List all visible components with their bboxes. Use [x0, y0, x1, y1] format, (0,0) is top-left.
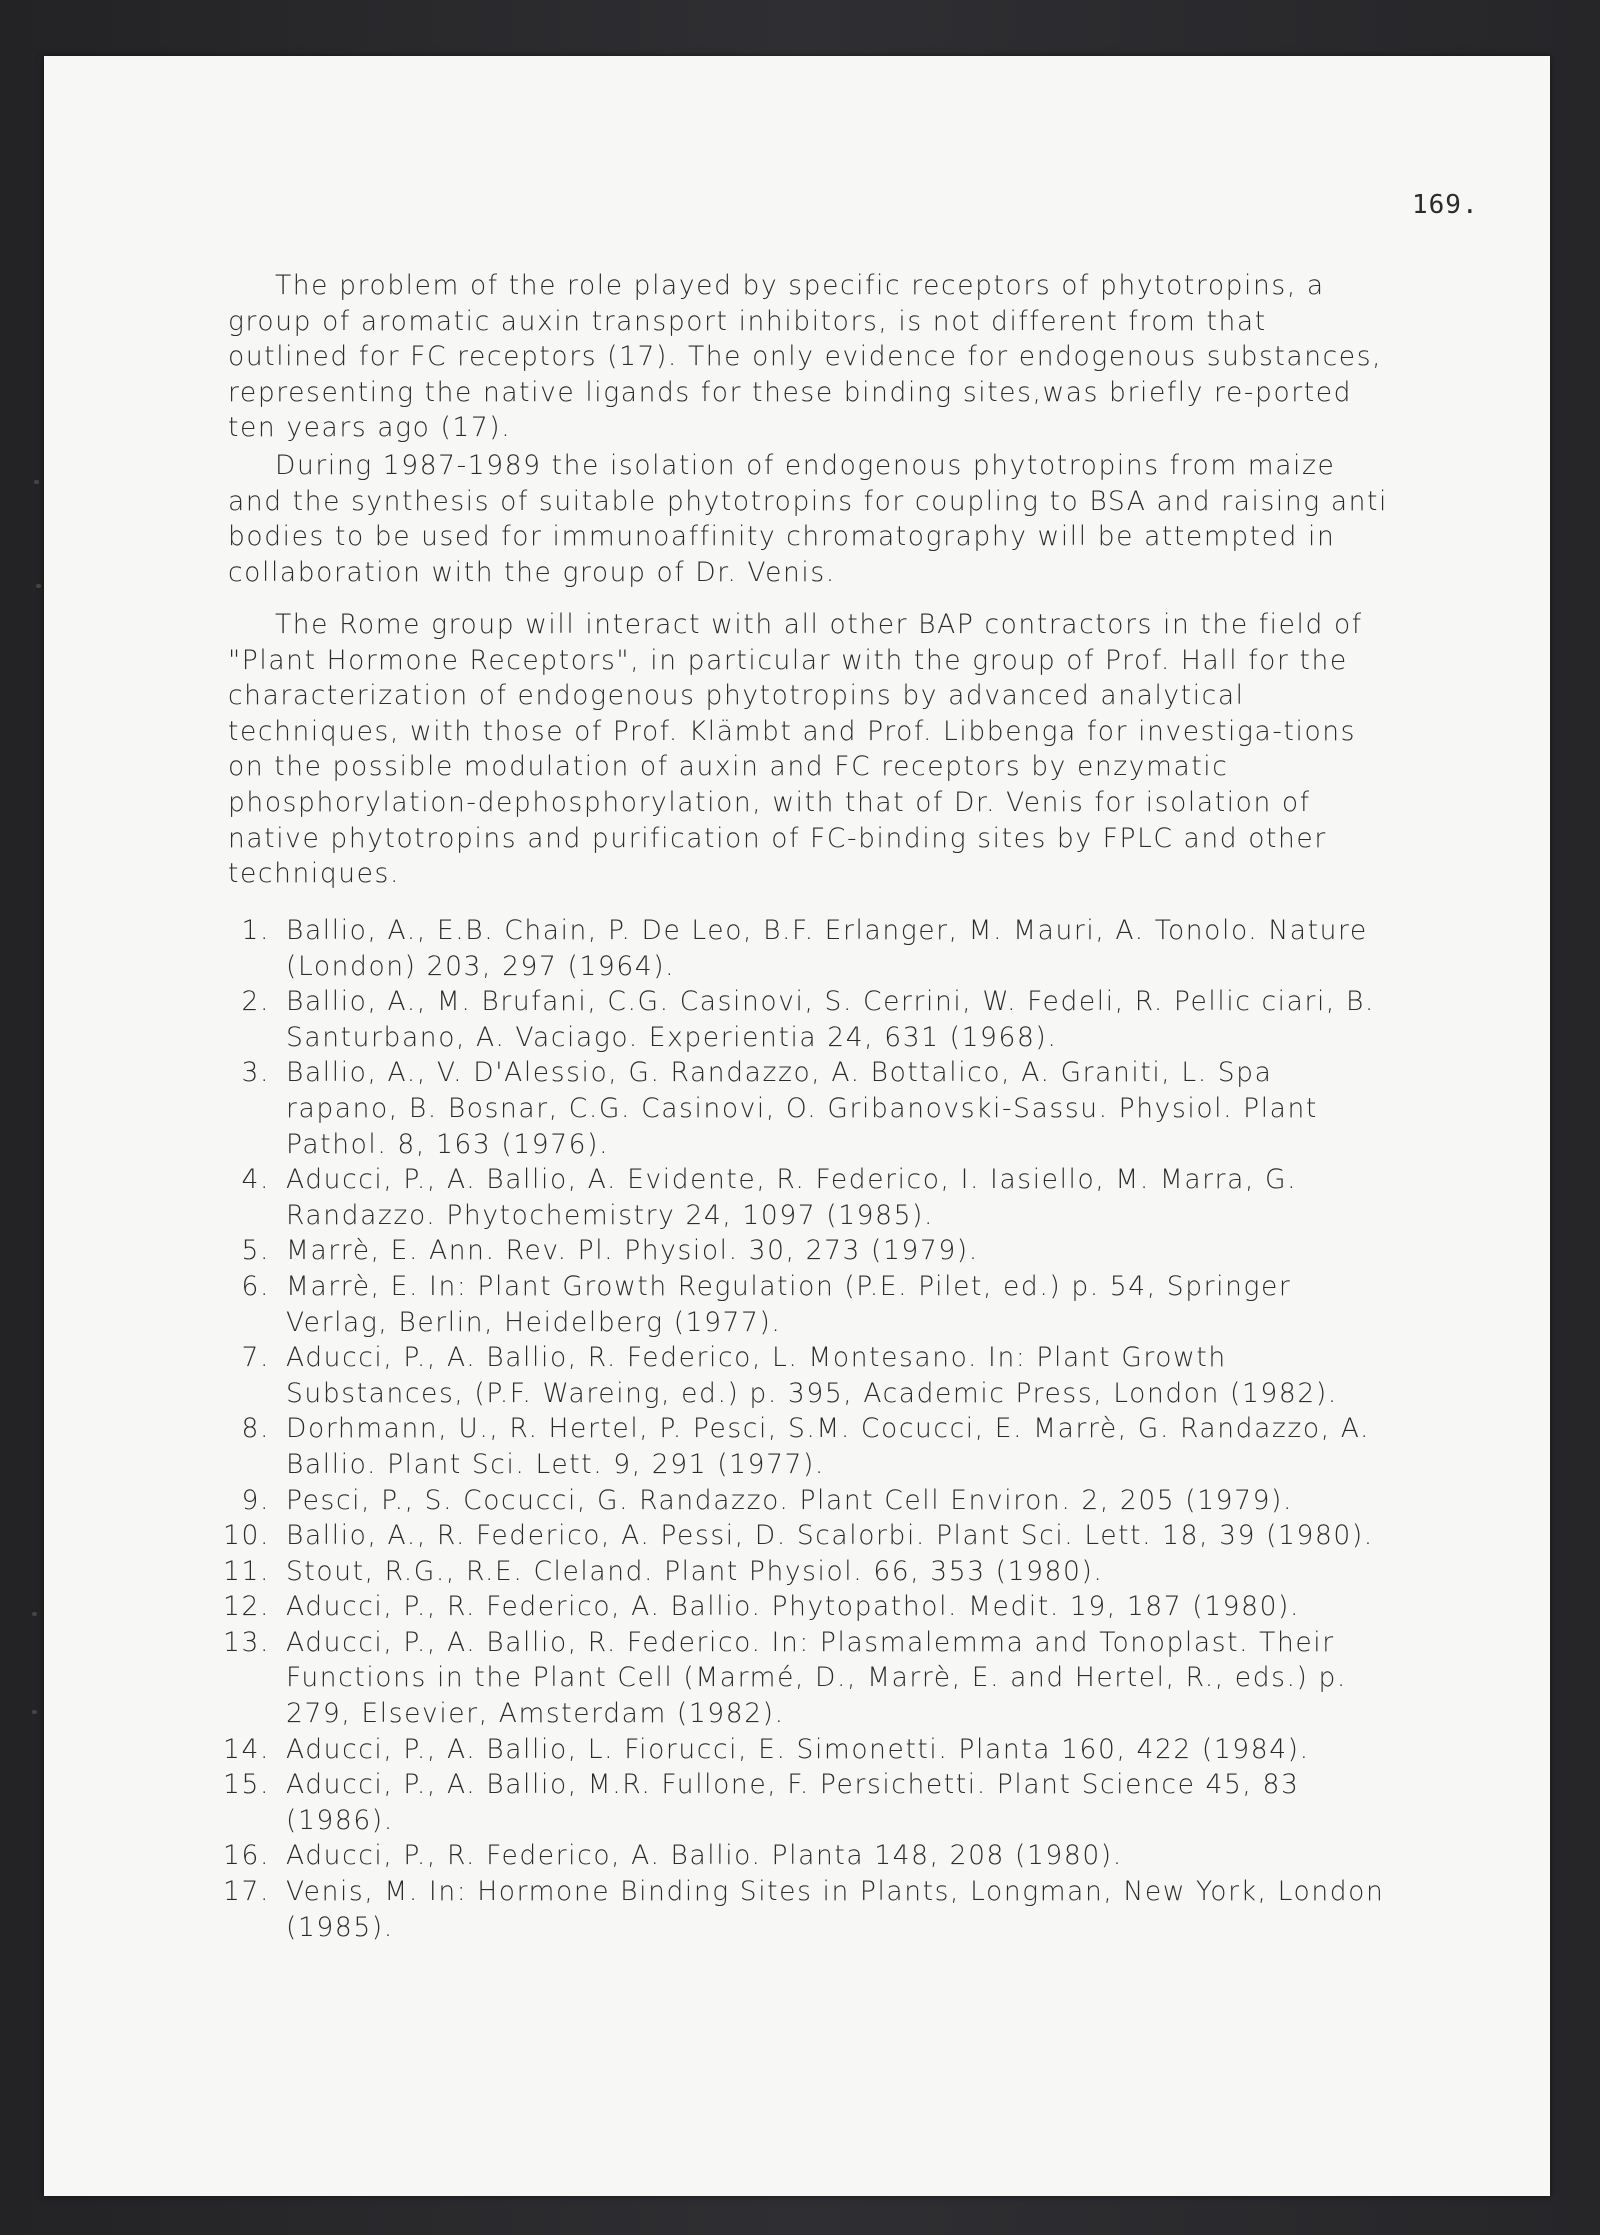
reference-item: [220, 1589, 1390, 1625]
reference-item: [220, 1055, 1390, 1162]
reference-number: 3.: [241, 1057, 270, 1089]
reference-number: 13.: [223, 1626, 270, 1658]
reference-number: 12.: [223, 1591, 270, 1623]
reference-item: [220, 913, 1390, 984]
reference-number: 15.: [223, 1769, 270, 1801]
page-number: 169.: [1412, 190, 1479, 220]
reference-item: [220, 1233, 1390, 1269]
paragraph-isolation-plan: [228, 448, 1388, 590]
reference-number: 10.: [223, 1520, 270, 1552]
paragraph-text: The problem of the role played by specific receptors of phytotropins, a group of aromatic auxin transport inhibitors, is not different from that outlined for FC receptors (17). The only evidence for endogenous substances, representing the native ligands for these binding sites,was briefly re-ported ten years ago (17).: [228, 270, 1383, 444]
reference-number: 16.: [223, 1840, 270, 1872]
reference-number: 17.: [223, 1876, 270, 1908]
reference-number: 6.: [241, 1270, 270, 1302]
reference-number: 1.: [241, 915, 270, 946]
reference-text: Aducci, P., A. Ballio, R. Federico, L. Montesano. In: Plant Growth Substances, (P.F. Wareing, ed.) p. 395, Academic Press, London (1982).: [286, 1342, 1338, 1409]
reference-number: 11.: [223, 1555, 270, 1587]
reference-number: 7.: [241, 1342, 270, 1374]
reference-item: [220, 1874, 1390, 1945]
margin-mark: [36, 584, 41, 588]
paragraph-rome-group: [228, 607, 1388, 892]
reference-text: Aducci, P., R. Federico, A. Ballio. Phytopathol. Medit. 19, 187 (1980).: [286, 1591, 1300, 1623]
reference-text: Marrè, E. Ann. Rev. Pl. Physiol. 30, 273 (1979).: [286, 1235, 979, 1267]
reference-text: Ballio, A., V. D'Alessio, G. Randazzo, A. Bottalico, A. Graniti, L. Spa rapano, B. Bosnar, C.G. Casinovi, O. Gribanovski-Sassu. Physiol. Plant Pathol. 8, 163 (1976).: [286, 1057, 1318, 1160]
reference-text: Venis, M. In: Hormone Binding Sites in Plants, Longman, New York, London (1985).: [286, 1876, 1385, 1943]
reference-text: Stout, R.G., R.E. Cleland. Plant Physiol. 66, 353 (1980).: [286, 1555, 1104, 1587]
margin-mark: [34, 480, 39, 484]
reference-number: 4.: [241, 1164, 270, 1196]
reference-item: [220, 1483, 1390, 1519]
reference-text: Ballio, A., M. Brufani, C.G. Casinovi, S. Cerrini, W. Fedeli, R. Pellic ciari, B. Santurbano, A. Vaciago. Experientia 24, 631 (1968).: [286, 986, 1375, 1053]
reference-item: [220, 1625, 1390, 1732]
reference-item: [220, 1269, 1390, 1340]
reference-number: 5.: [241, 1235, 270, 1267]
reference-text: Ballio, A., E.B. Chain, P. De Leo, B.F. Erlanger, M. Mauri, A. Tonolo. Nature (London) 203, 297 (1964).: [286, 915, 1368, 982]
paragraph-phytotropin-receptors: [228, 268, 1388, 446]
reference-item: [220, 1411, 1390, 1482]
reference-item: [220, 984, 1390, 1055]
reference-item: [220, 1340, 1390, 1411]
reference-text: Ballio, A., R. Federico, A. Pessi, D. Scalorbi. Plant Sci. Lett. 18, 39 (1980).: [286, 1520, 1374, 1552]
margin-mark: [32, 1710, 37, 1714]
reference-item: [220, 1838, 1390, 1874]
reference-text: Pesci, P., S. Cocucci, G. Randazzo. Plant Cell Environ. 2, 205 (1979).: [286, 1484, 1294, 1516]
reference-text: Aducci, P., A. Ballio, M.R. Fullone, F. Persichetti. Plant Science 45, 83 (1986).: [286, 1769, 1300, 1836]
reference-item: [220, 1162, 1390, 1233]
reference-item: [220, 1518, 1390, 1554]
reference-text: Aducci, P., A. Ballio, L. Fiorucci, E. Simonetti. Planta 160, 422 (1984).: [286, 1733, 1310, 1765]
reference-number: 8.: [241, 1413, 270, 1445]
reference-text: Dorhmann, U., R. Hertel, P. Pesci, S.M. Cocucci, E. Marrè, G. Randazzo, A. Ballio. Plant Sci. Lett. 9, 291 (1977).: [286, 1413, 1371, 1480]
reference-item: [220, 1732, 1390, 1768]
paragraph-text: During 1987-1989 the isolation of endogenous phytotropins from maize and the synthesis of suitable phytotropins for coupling to BSA and raising anti bodies to be used for immunoaffinity chromatography will be attempted in collaboration with the group of Dr. Venis.: [228, 450, 1389, 588]
paragraph-text: The Rome group will interact with all other BAP contractors in the field of "Plant Hormone Receptors", in particular with the group of Prof. Hall for the characterization of endogenous phytotropins by advanced analytical techniques, with those of Prof. Klämbt and Prof. Libbenga for investiga-tions on the possible modulation of auxin and FC receptors by enzymatic phosphorylation-dephosphorylation, with that of Dr. Venis for isolation of native phytotropins and purification of FC-binding sites by FPLC and other techniques.: [228, 609, 1363, 890]
reference-text: Marrè, E. In: Plant Growth Regulation (P.E. Pilet, ed.) p. 54, Springer Verlag, Berlin, Heidelberg (1977).: [286, 1270, 1292, 1338]
reference-text: Aducci, P., R. Federico, A. Ballio. Planta 148, 208 (1980).: [286, 1840, 1123, 1872]
reference-number: 9.: [241, 1484, 270, 1516]
reference-number: 2.: [241, 986, 270, 1018]
reference-item: [220, 1767, 1390, 1838]
reference-number: 14.: [223, 1733, 270, 1765]
margin-mark: [32, 1612, 37, 1616]
reference-item: [220, 1554, 1390, 1590]
reference-text: Aducci, P., A. Ballio, R. Federico. In: Plasmalemma and Tonoplast. Their Functions in the Plant Cell (Marmé, D., Marrè, E. and Hertel, R., eds.) p. 279, Elsevier, Amsterdam (1982).: [286, 1626, 1347, 1730]
reference-list: [220, 913, 1390, 1945]
reference-text: Aducci, P., A. Ballio, A. Evidente, R. Federico, I. Iasiello, M. Marra, G. Randazzo. Phytochemistry 24, 1097 (1985).: [286, 1164, 1298, 1231]
